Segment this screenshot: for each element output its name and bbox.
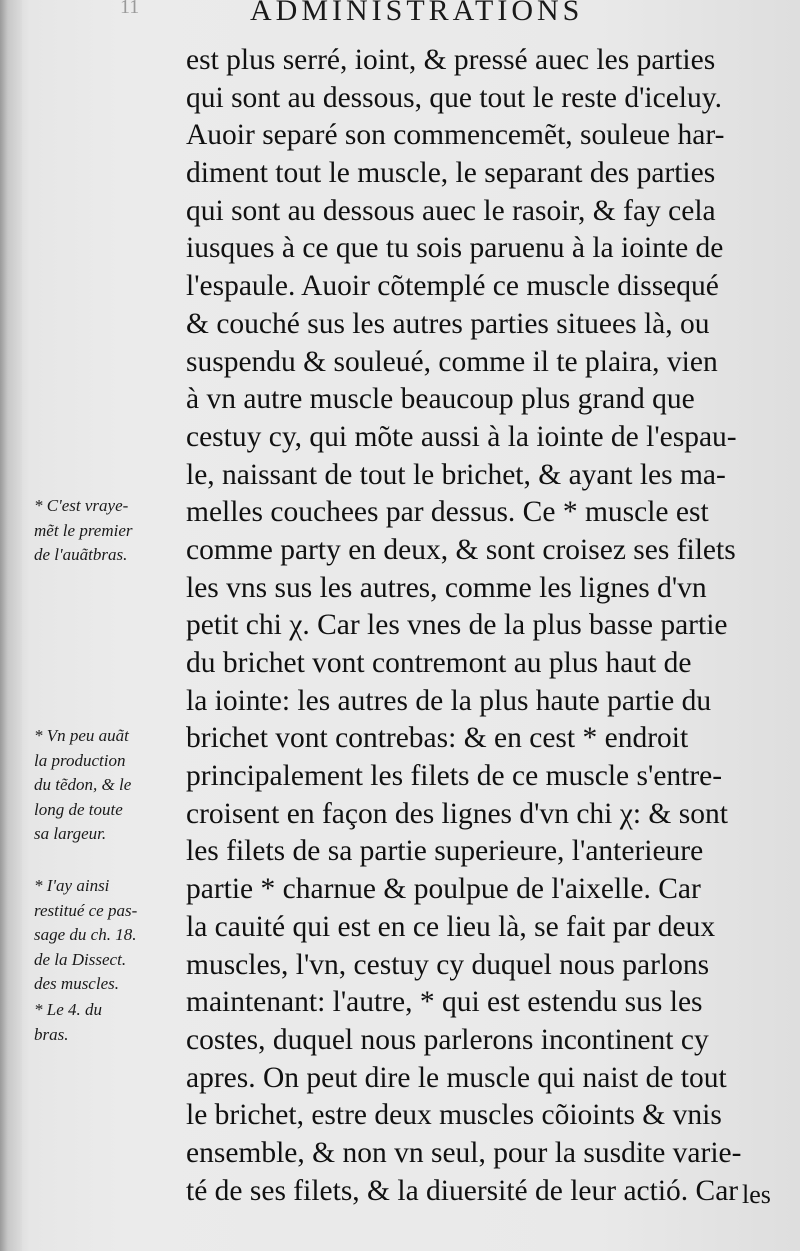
text-line: partie * charnue & poulpue de l'aixelle. Car [186, 873, 701, 906]
text-line: iusques à ce que tu sois paruenu à la iointe de [186, 232, 724, 265]
text-line: petit chi χ. Car les vnes de la plus basse partie [186, 609, 728, 642]
margin-note-line: long de toute [34, 799, 123, 819]
margin-note-line: bras. [34, 1024, 69, 1044]
margin-note-line: mẽt le premier [34, 520, 133, 540]
text-line: les vns sus les autres, comme les lignes d'vn [186, 571, 707, 604]
text-line: principalement les filets de ce muscle s'entre- [186, 760, 723, 793]
text-line: le brichet, estre deux muscles cõioints & vnis [186, 1099, 722, 1132]
text-line: costes, duquel nous parlerons incontinent cy [186, 1023, 709, 1056]
text-line: les filets de sa partie superieure, l'anterieure [186, 835, 704, 868]
main-text-block [186, 42, 766, 1210]
margin-note-line: de la Dissect. [34, 949, 127, 969]
margin-note [34, 494, 184, 568]
text-line: du brichet vont contremont au plus haut de [186, 647, 692, 679]
text-line: à vn autre muscle beaucoup plus grand que [186, 383, 695, 416]
text-line: croisent en façon des lignes d'vn chi χ: & sont [186, 797, 728, 830]
margin-note-line: * Vn peu auãt [34, 726, 129, 745]
running-head: ADMINISTRATIONS [250, 0, 584, 27]
margin-note-line: * Le 4. du [34, 1000, 102, 1019]
text-line: ensemble, & non vn seul, pour la susdite varie- [186, 1136, 742, 1169]
margin-note-line: sage du ch. 18. [34, 925, 137, 944]
text-line: suspendu & souleué, comme il te plaira, vien [186, 345, 718, 378]
margin-note-line: la production [34, 750, 126, 770]
text-line: melles couchees par dessus. Ce * muscle est [186, 496, 709, 529]
text-line: té de ses filets, & la diuersité de leur actió. Car [186, 1174, 739, 1207]
text-line: la iointe: les autres de la plus haute partie du [186, 684, 712, 717]
margin-note-line: des muscles. [34, 974, 119, 993]
margin-note-line: restitué ce pas- [34, 900, 138, 920]
catchword: les [742, 1180, 771, 1209]
text-line: l'espaule. Auoir cõtemplé ce muscle dissequé [186, 270, 719, 303]
text-line: le, naissant de tout le brichet, & ayant les ma- [186, 458, 726, 491]
text-line: qui sont au dessous auec le rasoir, & fay cela [186, 194, 716, 227]
text-line: diment tout le muscle, le separant des parties [186, 157, 716, 190]
text-line: cestuy cy, qui mõte aussi à la iointe de l'espau- [186, 420, 737, 453]
margin-note-line: de l'auãtbras. [34, 545, 128, 564]
text-line: comme party en deux, & sont croisez ses filets [186, 533, 736, 566]
text-line: brichet vont contrebas: & en cest * endroit [186, 722, 689, 755]
text-line: muscles, l'vn, cestuy cy duquel nous parlons [186, 948, 710, 981]
text-line: & couché sus les autres parties situees là, ou [186, 307, 710, 340]
text-line: apres. On peut dire le muscle qui naist de tout [186, 1061, 727, 1094]
margin-note [34, 724, 184, 847]
page-number: 11 [120, 0, 140, 18]
text-line: maintenant: l'autre, * qui est estendu sus les [186, 986, 703, 1019]
text-line: la cauité qui est en ce lieu là, se fait par deux [186, 910, 716, 943]
text-line: Auoir separé son commencemẽt, souleue har- [186, 119, 725, 152]
margin-note [34, 998, 184, 1047]
text-line: qui sont au dessous, que tout le reste d'iceluy. [186, 81, 722, 114]
margin-note-line: * C'est vraye- [34, 496, 129, 515]
margin-note-line: sa largeur. [34, 824, 107, 843]
text-line: est plus serré, ioint, & pressé auec les parties [186, 44, 716, 76]
margin-note-line: * I'ay ainsi [34, 876, 110, 895]
margin-note-line: du tẽdon, & le [34, 775, 132, 794]
margin-note [34, 874, 184, 997]
page-edge [0, 0, 22, 1251]
